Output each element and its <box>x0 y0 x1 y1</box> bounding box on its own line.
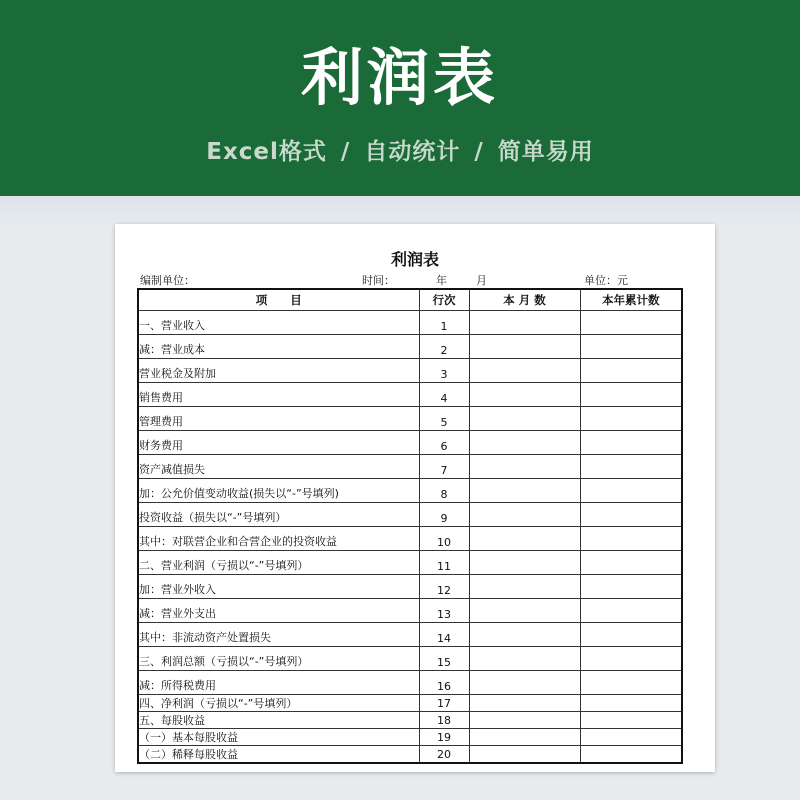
header-ytd: 本年累计数 <box>580 289 682 311</box>
cell-ytd[interactable] <box>580 431 682 455</box>
row-item: 减：营业外支出 <box>138 599 419 623</box>
row-line-no: 19 <box>419 729 469 746</box>
row-item: 二、营业利润（亏损以“-”号填列） <box>138 551 419 575</box>
row-line-no: 20 <box>419 746 469 764</box>
row-item: 其中：非流动资产处置损失 <box>138 623 419 647</box>
document-sheet <box>115 224 715 772</box>
row-line-no: 9 <box>419 503 469 527</box>
cell-ytd[interactable] <box>580 359 682 383</box>
cell-this-month[interactable] <box>469 503 580 527</box>
cell-ytd[interactable] <box>580 647 682 671</box>
cell-this-month[interactable] <box>469 455 580 479</box>
row-item: 销售费用 <box>138 383 419 407</box>
cell-this-month[interactable] <box>469 527 580 551</box>
cell-ytd[interactable] <box>580 712 682 729</box>
row-item: （一）基本每股收益 <box>138 729 419 746</box>
cell-ytd[interactable] <box>580 671 682 695</box>
cell-this-month[interactable] <box>469 671 580 695</box>
table-row <box>138 671 682 695</box>
row-line-no: 12 <box>419 575 469 599</box>
banner-features <box>0 136 800 168</box>
cell-this-month[interactable] <box>469 407 580 431</box>
banner-shadow <box>0 196 800 226</box>
row-item: 投资收益（损失以“-”号填列） <box>138 503 419 527</box>
feature-separator: / <box>474 139 484 165</box>
cell-this-month[interactable] <box>469 335 580 359</box>
cell-ytd[interactable] <box>580 311 682 335</box>
row-line-no: 13 <box>419 599 469 623</box>
feature-excel-format: Excel格式 <box>206 139 327 165</box>
cell-this-month[interactable] <box>469 695 580 712</box>
cell-ytd[interactable] <box>580 551 682 575</box>
cell-this-month[interactable] <box>469 712 580 729</box>
row-line-no: 2 <box>419 335 469 359</box>
table-row <box>138 729 682 746</box>
row-line-no: 16 <box>419 671 469 695</box>
row-item: 五、每股收益 <box>138 712 419 729</box>
cell-this-month[interactable] <box>469 729 580 746</box>
row-item: （二）稀释每股收益 <box>138 746 419 764</box>
table-row <box>138 407 682 431</box>
row-item: 资产减值损失 <box>138 455 419 479</box>
row-item: 减：所得税费用 <box>138 671 419 695</box>
row-item: 四、净利润（亏损以“-”号填列） <box>138 695 419 712</box>
table-row <box>138 335 682 359</box>
banner-title: 利润表 <box>300 41 499 114</box>
table-row <box>138 383 682 407</box>
cell-ytd[interactable] <box>580 479 682 503</box>
row-line-no: 5 <box>419 407 469 431</box>
row-line-no: 17 <box>419 695 469 712</box>
cell-ytd[interactable] <box>580 575 682 599</box>
year-label: 年 <box>436 274 447 287</box>
row-item: 管理费用 <box>138 407 419 431</box>
row-line-no: 8 <box>419 479 469 503</box>
feature-auto-stats: 自动统计 <box>364 139 461 165</box>
cell-ytd[interactable] <box>580 746 682 764</box>
row-line-no: 1 <box>419 311 469 335</box>
table-row <box>138 695 682 712</box>
cell-ytd[interactable] <box>580 623 682 647</box>
cell-this-month[interactable] <box>469 359 580 383</box>
cell-this-month[interactable] <box>469 311 580 335</box>
cell-ytd[interactable] <box>580 455 682 479</box>
row-item: 营业税金及附加 <box>138 359 419 383</box>
document-title: 利润表 <box>390 250 439 269</box>
cell-this-month[interactable] <box>469 575 580 599</box>
cell-this-month[interactable] <box>469 647 580 671</box>
row-item: 减：营业成本 <box>138 335 419 359</box>
table-row <box>138 359 682 383</box>
table-row <box>138 575 682 599</box>
cell-this-month[interactable] <box>469 746 580 764</box>
table-row <box>138 503 682 527</box>
cell-ytd[interactable] <box>580 335 682 359</box>
cell-ytd[interactable] <box>580 503 682 527</box>
cell-this-month[interactable] <box>469 599 580 623</box>
table-header-row <box>138 289 682 311</box>
time-label: 时间： <box>362 274 395 287</box>
currency-unit-label: 单位：元 <box>584 274 628 287</box>
header-this-month: 本 月 数 <box>469 289 580 311</box>
row-line-no: 18 <box>419 712 469 729</box>
cell-this-month[interactable] <box>469 479 580 503</box>
header-item: 项 目 <box>138 289 419 311</box>
row-item: 其中：对联营企业和合营企业的投资收益 <box>138 527 419 551</box>
row-item: 三、利润总额（亏损以“-”号填列） <box>138 647 419 671</box>
table-row <box>138 527 682 551</box>
row-line-no: 14 <box>419 623 469 647</box>
row-item: 加：营业外收入 <box>138 575 419 599</box>
table-row <box>138 623 682 647</box>
cell-ytd[interactable] <box>580 383 682 407</box>
table-row <box>138 311 682 335</box>
header-line-no: 行次 <box>419 289 469 311</box>
income-statement-table <box>137 288 683 764</box>
cell-ytd[interactable] <box>580 729 682 746</box>
company-label: 编制单位： <box>140 274 195 287</box>
table-row <box>138 455 682 479</box>
row-line-no: 10 <box>419 527 469 551</box>
table-row <box>138 647 682 671</box>
month-label: 月 <box>476 274 487 287</box>
table-row <box>138 431 682 455</box>
table-row <box>138 551 682 575</box>
header-banner <box>0 0 800 196</box>
cell-ytd[interactable] <box>580 695 682 712</box>
row-line-no: 15 <box>419 647 469 671</box>
cell-ytd[interactable] <box>580 407 682 431</box>
table-row <box>138 599 682 623</box>
cell-this-month[interactable] <box>469 623 580 647</box>
feature-separator: / <box>340 139 351 165</box>
row-line-no: 11 <box>419 551 469 575</box>
cell-ytd[interactable] <box>580 527 682 551</box>
row-line-no: 6 <box>419 431 469 455</box>
row-line-no: 3 <box>419 359 469 383</box>
table-row <box>138 479 682 503</box>
cell-this-month[interactable] <box>469 431 580 455</box>
row-line-no: 4 <box>419 383 469 407</box>
row-item: 加：公允价值变动收益(损失以“-”号填列) <box>138 479 419 503</box>
row-item: 财务费用 <box>138 431 419 455</box>
cell-this-month[interactable] <box>469 383 580 407</box>
feature-easy-use: 简单易用 <box>497 139 594 165</box>
table-row <box>138 746 682 764</box>
cell-this-month[interactable] <box>469 551 580 575</box>
cell-ytd[interactable] <box>580 599 682 623</box>
row-line-no: 7 <box>419 455 469 479</box>
row-item: 一、营业收入 <box>138 311 419 335</box>
table-row <box>138 712 682 729</box>
